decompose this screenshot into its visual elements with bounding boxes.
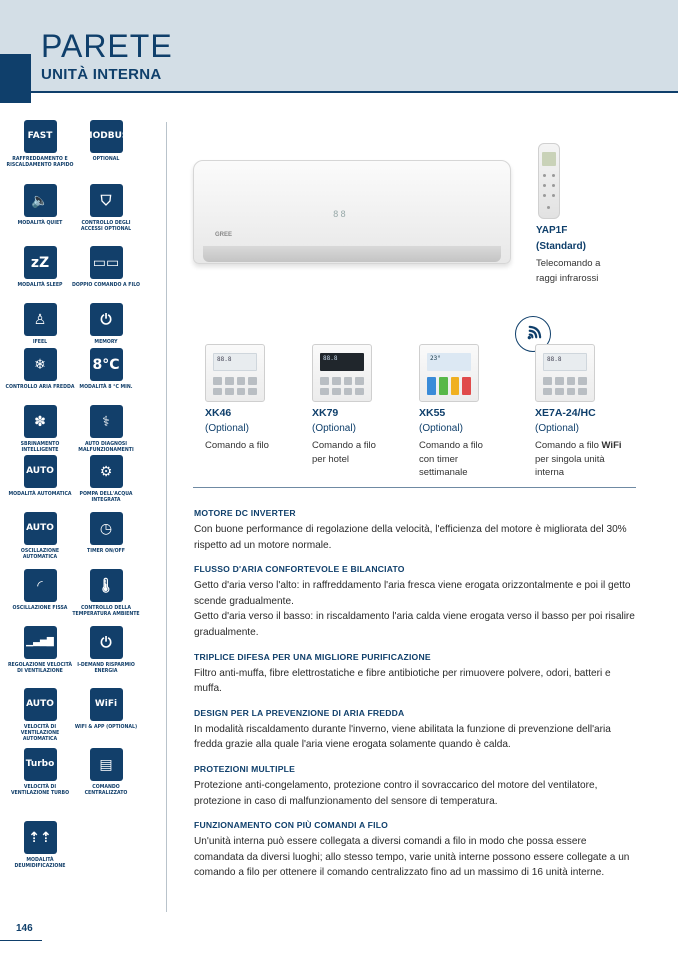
- section-title: MOTORE DC INVERTER: [194, 508, 296, 518]
- indoor-unit-logo: GREE: [215, 232, 233, 238]
- drain-pump-icon: ⚙: [90, 455, 123, 488]
- description-section: [194, 708, 638, 753]
- feature-fan-speed: [5, 626, 75, 674]
- feature-memory: [71, 303, 141, 345]
- feature-label: DOPPIO COMANDO A FILO: [72, 282, 140, 288]
- description-section: [194, 652, 638, 697]
- controller-screen: 88.8: [320, 353, 364, 371]
- timer-icon: ◷: [90, 512, 123, 545]
- page-subtitle: UNITÀ INTERNA: [41, 66, 162, 83]
- fan-speed-icon: ▁▃▅▇: [24, 626, 57, 659]
- feature-auto-fan: [5, 688, 75, 743]
- remote-screen: [542, 152, 556, 166]
- auto-mode-icon: AUTO: [24, 455, 57, 488]
- feature-label: I-DEMAND RISPARMIO ENERGIA: [77, 662, 135, 675]
- access-control-icon: ⛉: [90, 184, 123, 217]
- controller-caption-xk55: [419, 405, 499, 480]
- auto-fan-icon: AUTO: [24, 688, 57, 721]
- indoor-unit-image: [193, 160, 511, 268]
- description-section: [194, 764, 638, 809]
- page-number: 146: [16, 923, 33, 934]
- feature-fast: [5, 120, 75, 168]
- section-divider: [193, 487, 636, 488]
- feature-label: VELOCITÀ DI VENTILAZIONE AUTOMATICA: [20, 724, 60, 743]
- controller-optional: (Optional): [535, 423, 579, 434]
- feature-label: REGOLAZIONE VELOCITÀ DI VENTILAZIONE: [7, 662, 73, 675]
- remote-control-image: [538, 143, 560, 219]
- controller-code: XK79: [312, 407, 339, 419]
- description-section: [194, 508, 638, 553]
- feature-label: CONTROLLO ARIA FREDDA: [5, 384, 75, 390]
- feature-label: COMANDO CENTRALIZZATO: [84, 784, 128, 797]
- feature-wifi-app: [71, 688, 141, 730]
- remote-type: (Standard): [536, 241, 586, 252]
- feature-label: MODALITÀ QUIET: [17, 220, 63, 226]
- section-title: TRIPLICE DIFESA PER UNA MIGLIORE PURIFICAZIONE: [194, 651, 431, 662]
- feature-ifeel: [5, 303, 75, 345]
- controller-desc: Comando a filo WiFi per singola unità interna: [535, 440, 622, 478]
- feature-label: TIMER ON/OFF: [87, 548, 125, 554]
- feature-access-control: [71, 184, 141, 232]
- 8c-mode-icon: 8°C: [90, 348, 123, 381]
- feature-label: WIFI & APP (OPTIONAL): [74, 724, 138, 730]
- section-text: Filtro anti-muffa, fibre elettrostatiche e fibre antibiotiche per rimuovere polvere, odori, batteri e muffa.: [194, 667, 611, 695]
- feature-fixed-swing: [5, 569, 75, 611]
- feature-label: MODALITÀ 8 °C MIN.: [79, 384, 133, 390]
- self-diagnosis-icon: ⚕: [90, 405, 123, 438]
- remote-button: [543, 184, 546, 187]
- feature-label: POMPA DELL'ACQUA INTEGRATA: [79, 491, 133, 504]
- feature-smart-defrost: [5, 405, 75, 453]
- feature-label: AUTO DIAGNOSI MALFUNZIONAMENTI: [78, 441, 134, 454]
- remote-button: [547, 206, 550, 209]
- controller-code: XE7A-24/HC: [535, 407, 596, 419]
- remote-button: [543, 194, 546, 197]
- wifi-app-icon: WiFi: [90, 688, 123, 721]
- controller-desc: Comando a filo per hotel: [312, 440, 376, 465]
- controller-optional: (Optional): [205, 423, 249, 434]
- section-title: PROTEZIONI MULTIPLE: [194, 763, 296, 774]
- section-text: Protezione anti-congelamento, protezione contro il sovraccarico del motore del ventilatore, protezione in caso di malfunzionamento del sensore di temperatura.: [194, 779, 598, 807]
- feature-auto-swing: [5, 512, 75, 560]
- feature-drain-pump: [71, 455, 141, 503]
- remote-button: [552, 184, 555, 187]
- turbo-icon: Turbo: [24, 748, 57, 781]
- section-title: FLUSSO D'ARIA CONFORTEVOLE E BILANCIATO: [194, 564, 405, 575]
- controller-xk79-image: [312, 344, 372, 402]
- dehumidify-icon: ⇡⇡: [24, 821, 57, 854]
- feature-dehumidify: [5, 821, 75, 869]
- remote-desc: Telecomando a raggi infrarossi: [536, 258, 601, 284]
- controller-caption-xk46: [205, 405, 309, 453]
- feature-label: OPTIONAL: [92, 156, 120, 162]
- controller-keys: [427, 377, 471, 395]
- section-title: DESIGN PER LA PREVENZIONE DI ARIA FREDDA: [194, 707, 405, 718]
- remote-button: [552, 174, 555, 177]
- feature-self-diagnosis: [71, 405, 141, 453]
- feature-descriptions: [194, 508, 638, 892]
- description-section: [194, 820, 638, 881]
- description-section: [194, 564, 638, 640]
- indoor-unit-display: 88: [333, 210, 348, 220]
- feature-cold-air-control: [5, 348, 75, 390]
- feature-label: MODALITÀ DEUMIDIFICAZIONE: [14, 857, 66, 870]
- i-demand-icon: ⏻: [90, 626, 123, 659]
- controller-keys: [543, 377, 587, 395]
- fast-icon: FAST: [24, 120, 57, 153]
- sleep-icon: zZ: [24, 246, 57, 279]
- controller-screen: 88.8: [213, 353, 257, 371]
- section-text: Getto d'aria verso l'alto: in raffreddamento l'aria fresca viene erogata orizzontalmente e poi il getto scende gradualmente. Getto d'aria verso il basso: in riscaldamento l'aria calda viene erogata verso il basso per poi risalire gradualmente.: [194, 580, 635, 638]
- feature-i-demand: [71, 626, 141, 674]
- section-title: FUNZIONAMENTO CON PIÙ COMANDI A FILO: [194, 820, 389, 831]
- ifeel-icon: ♙: [24, 303, 57, 336]
- remote-button: [543, 174, 546, 177]
- memory-icon: ⏻: [90, 303, 123, 336]
- feature-label: MEMORY: [94, 339, 118, 345]
- controller-xe7a-image: [535, 344, 595, 402]
- controller-keys: [213, 377, 257, 395]
- feature-auto-mode: [5, 455, 75, 497]
- feature-label: OSCILLAZIONE FISSA: [12, 605, 68, 611]
- controller-xk46-image: [205, 344, 265, 402]
- controller-screen: 88.8: [543, 353, 587, 371]
- dual-wired-control-icon: ▭▭: [90, 246, 123, 279]
- header-underline: [31, 91, 678, 93]
- page-title: PARETE: [41, 28, 173, 64]
- feature-sleep: [5, 246, 75, 288]
- indoor-unit-vent: [203, 246, 501, 262]
- cold-air-control-icon: ❄: [24, 348, 57, 381]
- section-text: Con buone performance di regolazione della velocità, l'efficienza del motore è migliorata del 30% rispetto ad un motore normale.: [194, 524, 627, 551]
- column-divider: [166, 122, 167, 912]
- feature-quiet: [5, 184, 75, 226]
- controller-optional: (Optional): [312, 423, 356, 434]
- auto-swing-icon: AUTO: [24, 512, 57, 545]
- controller-desc: Comando a filo con timer settimanale: [419, 440, 483, 478]
- feature-label: VELOCITÀ DI VENTILAZIONE TURBO: [10, 784, 70, 797]
- controller-desc: Comando a filo: [205, 440, 269, 451]
- controller-xk55-image: [419, 344, 479, 402]
- controller-screen: 23°: [427, 353, 471, 371]
- page-number-rule: [0, 940, 42, 941]
- remote-code: YAP1F: [536, 225, 568, 236]
- central-control-icon: ▤: [90, 748, 123, 781]
- feature-label: CONTROLLO DEGLI ACCESSI OPTIONAL: [80, 220, 132, 233]
- feature-label: SBRINAMENTO INTELLIGENTE: [20, 441, 60, 454]
- quiet-icon: 🔈: [24, 184, 57, 217]
- feature-label: CONTROLLO DELLA TEMPERATURA AMBIENTE: [72, 605, 140, 618]
- room-temperature-icon: 🌡: [90, 569, 123, 602]
- controller-keys: [320, 377, 364, 395]
- controller-optional: (Optional): [419, 423, 463, 434]
- section-text: In modalità riscaldamento durante l'inverno, viene abilitata la funzione di prevenzione dell'aria fredda grazie alla quale l'aria viene erogata solamente quando è calda.: [194, 723, 611, 751]
- feature-label: MODALITÀ SLEEP: [17, 282, 63, 288]
- controller-code: XK55: [419, 407, 446, 419]
- feature-room-temperature: [71, 569, 141, 617]
- feature-dual-wired-control: [71, 246, 141, 288]
- feature-timer: [71, 512, 141, 554]
- feature-label: OSCILLAZIONE AUTOMATICA: [20, 548, 60, 561]
- feature-label: IFEEL: [32, 339, 48, 345]
- smart-defrost-icon: ✽: [24, 405, 57, 438]
- modbus-icon: MODBUS: [90, 120, 123, 153]
- feature-modbus: [71, 120, 141, 162]
- controller-code: XK46: [205, 407, 232, 419]
- feature-turbo: [5, 748, 75, 796]
- controller-caption-xe7a: [535, 405, 635, 480]
- remote-button: [552, 194, 555, 197]
- feature-central-control: [71, 748, 141, 796]
- remote-caption: [536, 223, 616, 286]
- feature-label: MODALITÀ AUTOMATICA: [8, 491, 72, 497]
- fixed-swing-icon: ◜: [24, 569, 57, 602]
- feature-label: RAFFREDDAMENTO E RISCALDAMENTO RAPIDO: [6, 156, 74, 169]
- header-accent-block: [0, 54, 31, 103]
- section-text: Un'unità interna può essere collegata a diversi comandi a filo in modo che possa essere comandata da diversi luoghi; allo stesso tempo, varie unità interne possono essere collegate a un comando a filo per ottenere il comando centralizzato fino ad un massimo di 16 unità interne.: [194, 836, 630, 879]
- controller-caption-xk79: [312, 405, 392, 466]
- feature-8c-mode: [71, 348, 141, 390]
